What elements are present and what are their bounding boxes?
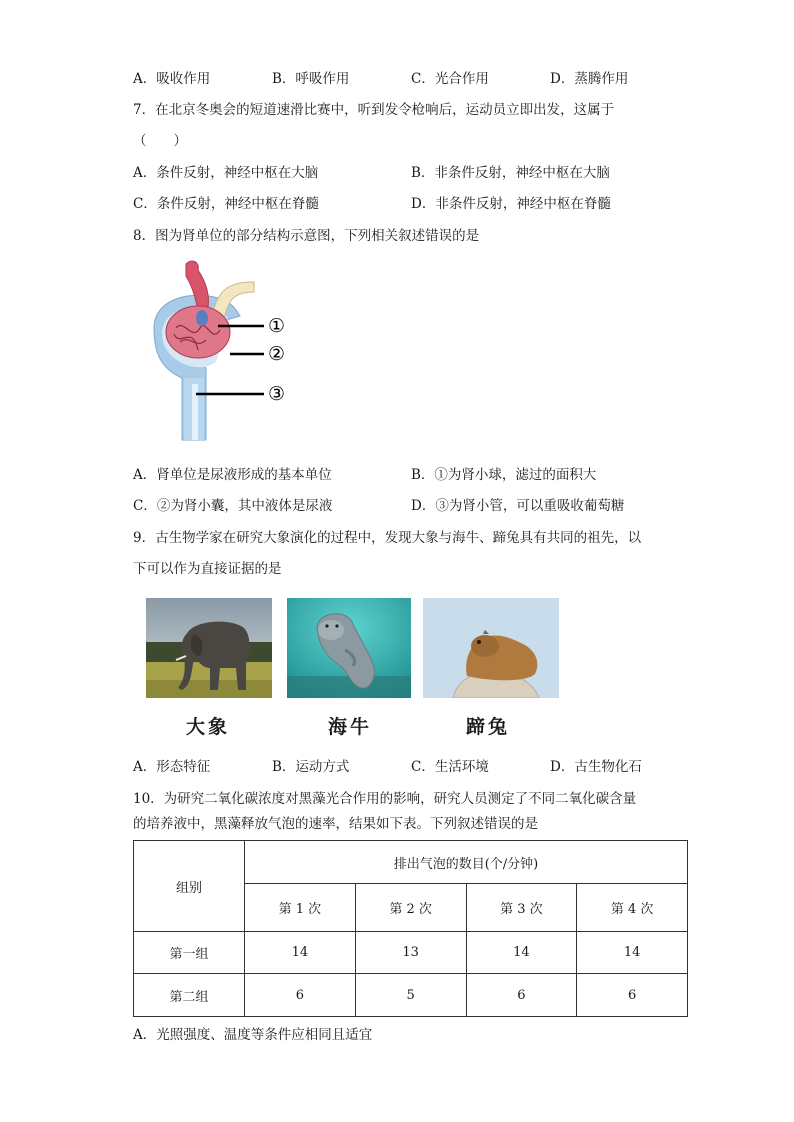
- bubble-rate-table: [133, 840, 688, 1017]
- trial-header: 第 4 次: [577, 884, 688, 932]
- measure-header-cell: 排出气泡的数目(个/分钟): [245, 841, 688, 884]
- label-1: ①: [268, 315, 286, 337]
- elephant-shape: [178, 622, 250, 690]
- label-2: ②: [268, 343, 286, 365]
- value-cell: 14: [466, 932, 577, 974]
- table-row: [134, 932, 688, 974]
- table-row: [134, 974, 688, 1017]
- nephron-diagram: [140, 258, 310, 444]
- tubule-lumen-shape: [192, 384, 198, 440]
- group-header-cell: 组别: [134, 841, 245, 932]
- q8-stem: 8．图为肾单位的部分结构示意图，下列相关叙述错误的是: [133, 228, 480, 244]
- q6-option-d: D．蒸腾作用: [550, 71, 629, 87]
- q7-option-a: A．条件反射，神经中枢在大脑: [133, 165, 319, 181]
- q7-option-d: D．非条件反射，神经中枢在脊髓: [411, 196, 611, 212]
- q10-option-a: A．光照强度、温度等条件应相同且适宜: [133, 1027, 373, 1043]
- q10-stem-line2: 的培养液中，黑藻释放气泡的速率，结果如下表。下列叙述错误的是: [133, 816, 538, 832]
- q7-stem: 7．在北京冬奥会的短道速滑比赛中，听到发令枪响后，运动员立即出发，这属于: [133, 102, 615, 118]
- value-cell: 6: [577, 974, 688, 1017]
- group-cell: 第一组: [134, 932, 245, 974]
- trial-header: 第 2 次: [355, 884, 466, 932]
- q9-stem-line1: 9．古生物学家在研究大象演化的过程中，发现大象与海牛、蹄兔具有共同的祖先，以: [133, 530, 642, 546]
- q8-option-a: A．肾单位是尿液形成的基本单位: [133, 467, 332, 483]
- trial-header: 第 3 次: [466, 884, 577, 932]
- q9-stem-line2: 下可以作为直接证据的是: [133, 561, 282, 577]
- q6-option-c: C．光合作用: [411, 71, 489, 87]
- q9-option-d: D．古生物化石: [550, 759, 642, 775]
- value-cell: 6: [245, 974, 356, 1017]
- q10-stem-line1: 10．为研究二氧化碳浓度对黑藻光合作用的影响，研究人员测定了不同二氧化碳含量: [133, 791, 637, 807]
- group-cell: 第二组: [134, 974, 245, 1017]
- elephant-photo: [146, 598, 272, 698]
- q6-option-b: B．呼吸作用: [272, 71, 350, 87]
- value-cell: 5: [355, 974, 466, 1017]
- manatee-photo: [287, 598, 411, 698]
- value-cell: 6: [466, 974, 577, 1017]
- table-header-row: [134, 841, 688, 884]
- caption-hyrax: 蹄兔: [466, 716, 511, 738]
- q9-option-c: C．生活环境: [411, 759, 489, 775]
- trial-header: 第 1 次: [245, 884, 356, 932]
- q7-bracket: （ ）: [133, 133, 187, 149]
- value-cell: 14: [577, 932, 688, 974]
- glomerulus-dark-spot: [196, 310, 208, 326]
- q9-option-a: A．形态特征: [133, 759, 211, 775]
- value-cell: 14: [245, 932, 356, 974]
- caption-manatee: 海牛: [328, 716, 373, 738]
- q6-option-a: A．吸收作用: [133, 71, 211, 87]
- q7-option-c: C．条件反射，神经中枢在脊髓: [133, 196, 319, 212]
- caption-elephant: 大象: [186, 716, 231, 738]
- q8-option-c: C．②为肾小囊，其中液体是尿液: [133, 498, 333, 514]
- q9-option-b: B．运动方式: [272, 759, 350, 775]
- value-cell: 13: [355, 932, 466, 974]
- hyrax-photo: [423, 598, 559, 698]
- q8-option-b: B．①为肾小球，滤过的面积大: [411, 467, 597, 483]
- label-3: ③: [268, 383, 286, 405]
- q8-option-d: D．③为肾小管，可以重吸收葡萄糖: [411, 498, 625, 514]
- q7-option-b: B．非条件反射，神经中枢在大脑: [411, 165, 610, 181]
